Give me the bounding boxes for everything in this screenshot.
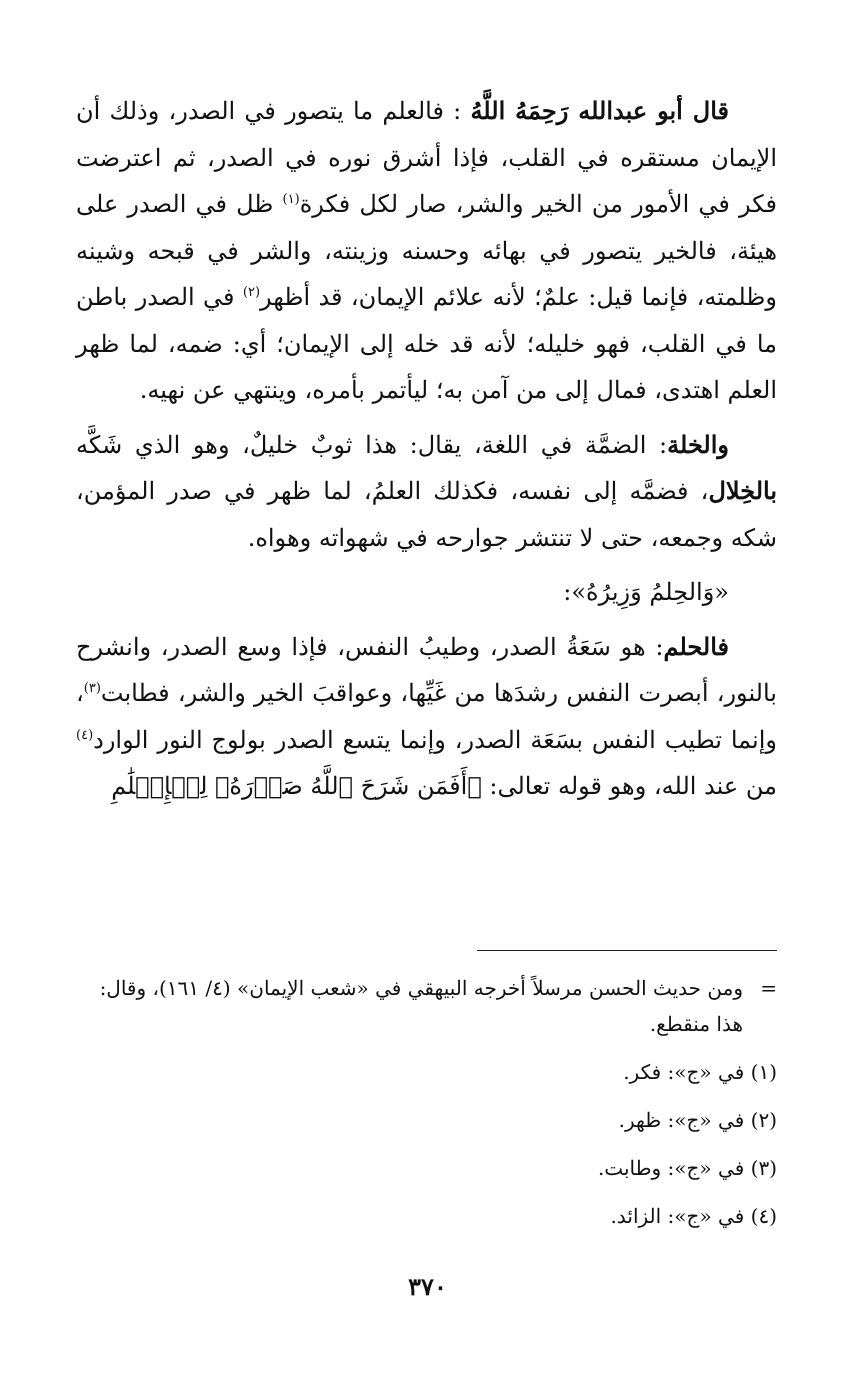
footnote-1-text: في «ج»: فكر. [623, 1060, 745, 1084]
footnote-1-num: (١) [750, 1060, 777, 1084]
paragraph-1-lead: قال أبو عبدالله رَحِمَهُ اللَّهُ [470, 96, 729, 125]
paragraph-1-text-2: ظل في الصدر على هيئة، فالخير يتصور في بهائه وحسنه وزينته، والشر في قبحه وشينه وظلمته، فإنما قيل: علمٌ؛ لأنه علائم الإيمان، قد أظهر [76, 190, 777, 311]
footnote-ref-1: (١) [282, 192, 300, 207]
paragraph-1 [76, 88, 777, 414]
paragraph-3-text: «وَالحِلمُ وَزِيرُهُ»: [563, 578, 729, 606]
main-text [76, 88, 777, 818]
paragraph-2 [76, 422, 777, 562]
paragraph-1-text-3: في الصدر باطن ما في القلب، فهو خليله؛ لأنه قد خله إلى الإيمان؛ أي: ضمه، لما ظهر العلم اهتدى، فمال إلى من آمن به؛ ليأتمر بأمره، وينتهي عن نهيه. [76, 283, 777, 404]
paragraph-2-lead: والخلة [667, 429, 729, 459]
footnote-divider [477, 950, 777, 951]
footnote-3-num: (٣) [750, 1156, 777, 1180]
footnote-4-text: في «ج»: الزائد. [610, 1204, 745, 1228]
footnote-2 [76, 1102, 777, 1138]
continuation-mark: = [760, 976, 777, 1000]
footnote-4 [76, 1198, 777, 1234]
footnote-ref-2: (٢) [242, 285, 261, 300]
footnote-3-text: في «ج»: وطابت. [597, 1156, 745, 1180]
footnote-2-text: في «ج»: ظهر. [618, 1108, 745, 1132]
paragraph-4-lead: فالحلم [663, 631, 729, 661]
continuation-text: ومن حديث الحسن مرسلاً أخرجه البيهقي في «شعب الإيمان» (٤/ ١٦١)، وقال: هذا منقطع. [99, 976, 743, 1036]
paragraph-1-text: : فالعلم ما يتصور في الصدر، وذلك أن الإيمان مستقره في القلب، فإذا أشرق نوره في الصدر، ثم اعترضت فكر في الأمور من الخير والشر، صار لكل فكرة [76, 97, 778, 218]
paragraph-4-text-2: ، وإنما تطيب النفس بسَعَة الصدر، وإنما يتسع الصدر بولوج النور الوارد [76, 679, 777, 754]
paragraph-4 [76, 624, 777, 810]
page-number: ٣٧٠ [408, 1272, 447, 1301]
footnote-ref-4: (٤) [76, 727, 94, 743]
footnote-4-num: (٤) [750, 1204, 777, 1228]
paragraph-2-text-2: ، فضمَّه إلى نفسه، فكذلك العلمُ، لما ظهر في صدر المؤمن، شكه وجمعه، حتى لا تنتشر جوارحه في شهواته وهواه. [76, 477, 777, 552]
paragraph-2-text: : الضمَّة في اللغة، يقال: هذا ثوبٌ خليلٌ، وهو الذي شَكَّه [76, 430, 668, 459]
footnote-2-num: (٢) [750, 1108, 777, 1132]
paragraph-3 [76, 569, 777, 616]
paragraph-2-bold-word: بالخِلال [708, 476, 777, 505]
footnotes [76, 970, 777, 1246]
footnote-ref-3: (٣) [83, 681, 101, 696]
paragraph-4-text: : هو سَعَةُ الصدر، وطيبُ النفس، فإذا وسع الصدر، وانشرح بالنور، أبصرت النفس رشدَها من غَيِّها، وعواقبَ الخير والشر، فطابت [76, 632, 777, 707]
footnote-1 [76, 1054, 777, 1090]
paragraph-4-text-3: من عند الله، وهو قوله تعالى: ﴿أَفَمَن شَرَحَ ٱللَّهُ صَدۡرَهُۥ لِلۡإِسۡلَٰمِ [111, 772, 777, 800]
footnote-3 [76, 1150, 777, 1186]
footnote-continuation [76, 970, 777, 1042]
